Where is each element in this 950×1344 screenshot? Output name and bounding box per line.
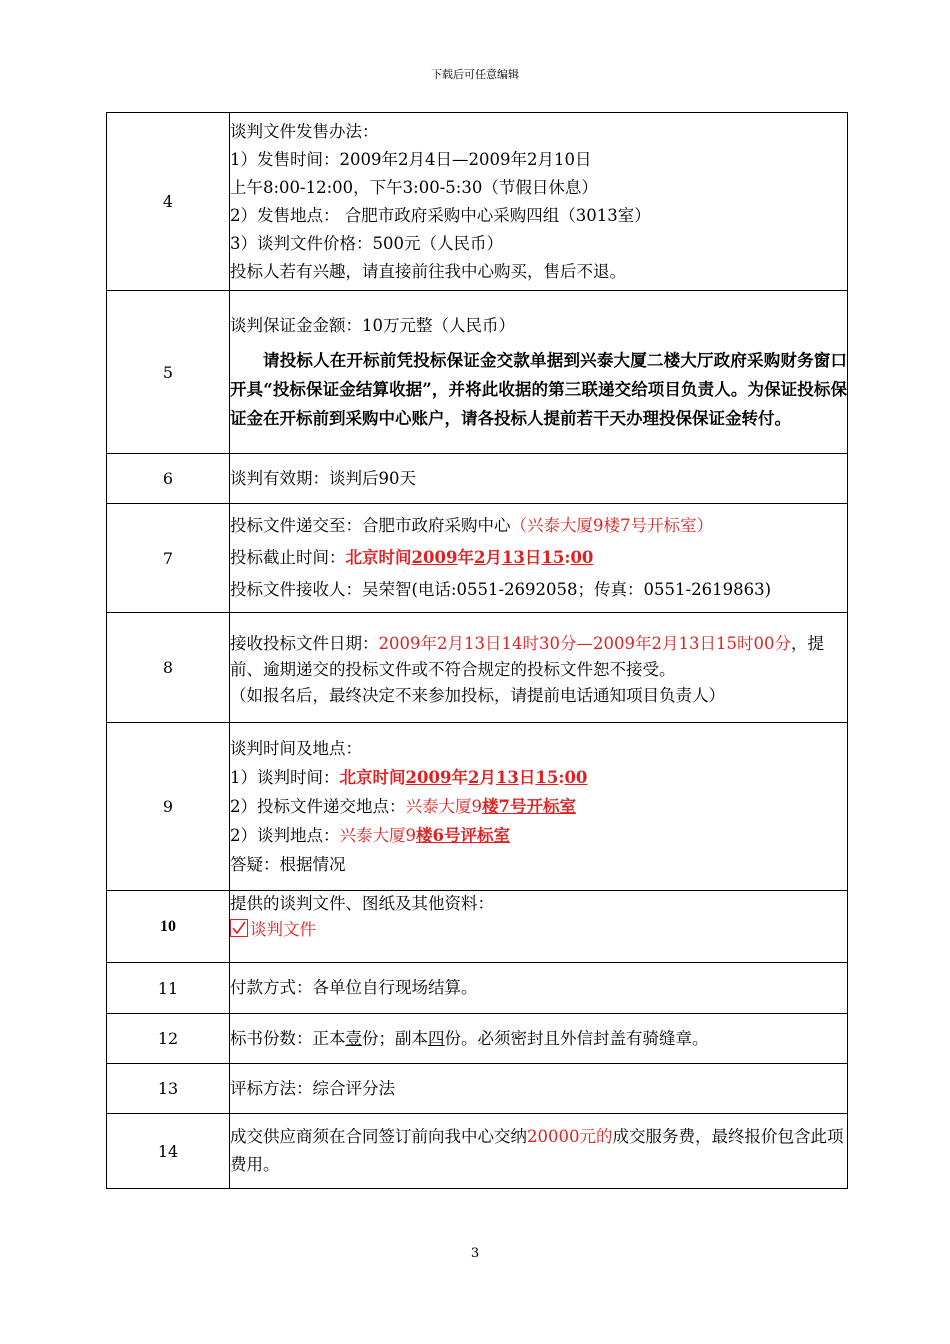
row-content (230, 504, 848, 613)
text-line: 上午8:00-12:00，下午3:00-5:30（节假日休息） (230, 177, 598, 197)
date-range: 2009年2月13日14时30分—2009年2月13日15时00分 (378, 633, 791, 653)
row-content (230, 1064, 848, 1114)
row-content (230, 963, 848, 1014)
text: ，提前、逾期递交的投标文件或不符合规定的投标文件恕不接受。 (230, 633, 824, 679)
note-line: （如报名后，最终决定不来参加投标，请提前电话通知项目负责人） (230, 685, 725, 705)
table-row (107, 454, 848, 504)
time-text: 日 (518, 768, 536, 787)
label: 投标截止时间： (230, 548, 346, 567)
page-number: 3 (470, 1246, 480, 1261)
row-content (230, 1114, 848, 1189)
row-content (230, 891, 848, 963)
text-line: 3）谈判文件价格：500元（人民币） (230, 233, 503, 253)
time-year: 2009 (405, 768, 452, 787)
location-text: （兴泰大厦9楼7号开标室） (510, 516, 713, 535)
label: 接收投标文件日期： (230, 633, 379, 653)
row-number: 13 (107, 1064, 230, 1114)
text-line: 谈判有效期：谈判后90天 (230, 468, 416, 488)
deadline-text: : (564, 548, 571, 567)
text-paragraph (230, 631, 847, 683)
label: 2）投标文件递交地点： (230, 797, 406, 816)
text-line: 2）发售地点： 合肥市政府采购中心采购四组（3013室） (230, 205, 651, 225)
deadline-text: 月 (485, 548, 502, 567)
time-prefix: 北京时间 (339, 768, 406, 787)
text: 份。必须密封且外信封盖有骑缝章。 (444, 1028, 709, 1048)
row-content (230, 613, 848, 723)
deadline-hour: 15 (541, 548, 565, 567)
time-text: 年 (451, 768, 468, 787)
label: 1）谈判时间： (230, 768, 340, 787)
text: 成交服务费，最终报价包含此项费用。 (230, 1127, 844, 1174)
time-minute: 00 (564, 768, 588, 787)
text: 成交供应商须在合同签订前向我中心交纳 (230, 1127, 527, 1146)
label: 2）谈判地点： (230, 826, 340, 845)
deadline-line (230, 542, 847, 574)
table-row (107, 723, 848, 891)
text-line: 付款方式：各单位自行现场结算。 (230, 978, 478, 997)
deadline-text: 日 (524, 548, 542, 567)
negotiation-time-line (230, 763, 847, 792)
row-content (230, 723, 848, 891)
location-room: 楼6号评标室 (416, 826, 510, 845)
time-hour: 15 (535, 768, 559, 787)
time-month: 2 (467, 768, 480, 787)
checkbox-label: 谈判文件 (250, 920, 316, 939)
copy-count: 四 (428, 1028, 445, 1048)
row-number: 4 (107, 113, 230, 291)
checkbox-item (230, 917, 847, 943)
row-number: 7 (107, 504, 230, 613)
row-number: 5 (107, 291, 230, 454)
row-content (230, 113, 848, 291)
row-number: 8 (107, 613, 230, 723)
deadline-prefix: 北京时间 (345, 548, 412, 567)
location-room: 楼7号开标室 (482, 797, 576, 816)
row-content (230, 1014, 848, 1064)
table-row (107, 891, 848, 963)
text-line (230, 510, 847, 542)
deadline-year: 2009 (411, 548, 458, 567)
row-number: 9 (107, 723, 230, 891)
deadline-text: 年 (457, 548, 474, 567)
fee-amount: 20000元的 (527, 1127, 613, 1146)
table-row (107, 963, 848, 1014)
text-line: 投标人若有兴趣，请直接前往我中心购买，售后不退。 (230, 261, 626, 281)
location-building: 兴泰大厦9 (339, 826, 416, 845)
text-line: 谈判文件发售办法： (230, 121, 379, 141)
deadline-month: 2 (473, 548, 486, 567)
text-line: 谈判保证金金额：10万元整（人民币） (230, 315, 515, 335)
table-row (107, 1114, 848, 1189)
table-row (107, 291, 848, 454)
bid-info-table (106, 112, 848, 1189)
text-line: 评标方法：综合评分法 (230, 1078, 395, 1098)
original-count: 壹 (345, 1028, 362, 1048)
text-line: 答疑：根据情况 (230, 855, 346, 874)
row-number: 6 (107, 454, 230, 504)
row-content (230, 454, 848, 504)
time-text: 月 (479, 768, 496, 787)
row-number: 14 (107, 1114, 230, 1189)
text-line: 谈判时间及地点： (230, 739, 362, 758)
negotiation-location-line (230, 821, 847, 850)
table-row (107, 113, 848, 291)
row-number: 12 (107, 1014, 230, 1064)
text-line (230, 1025, 847, 1053)
row-number: 11 (107, 963, 230, 1014)
row-content (230, 291, 848, 454)
bold-paragraph: 请投标人在开标前凭投标保证金交款单据到兴泰大厦二楼大厅政府采购财务窗口开具“投标保证金结算收据”，并将此收据的第三联递交给项目负责人。为保证投标保证金在开标前到采购中心账户，请各投标人提前若干天办理投保保证金转付。 (230, 350, 847, 428)
text-line: 1）发售时间：2009年2月4日—2009年2月10日 (230, 149, 592, 169)
table-row (107, 1014, 848, 1064)
text-line: 提供的谈判文件、图纸及其他资料： (230, 894, 494, 913)
text: 投标文件递交至：合肥市政府采购中心 (230, 516, 511, 535)
text-line: 投标文件接收人：吴荣智(电话:0551-2692058；传真：0551-2619863) (230, 580, 772, 599)
text: 标书份数：正本 (230, 1028, 346, 1048)
time-day: 13 (495, 768, 519, 787)
header-note: 下载后可任意编辑 (431, 68, 519, 81)
deadline-day: 13 (501, 548, 525, 567)
row-number: 10 (107, 891, 230, 963)
table-row (107, 1064, 848, 1114)
text-paragraph (230, 1123, 847, 1179)
text: 份；副本 (362, 1028, 428, 1048)
location-building: 兴泰大厦9 (405, 797, 482, 816)
table-row (107, 504, 848, 613)
deadline-minute: 00 (570, 548, 594, 567)
time-text: : (558, 768, 565, 787)
table-row (107, 613, 848, 723)
checkbox-checked-icon (230, 919, 248, 937)
submit-location-line (230, 792, 847, 821)
